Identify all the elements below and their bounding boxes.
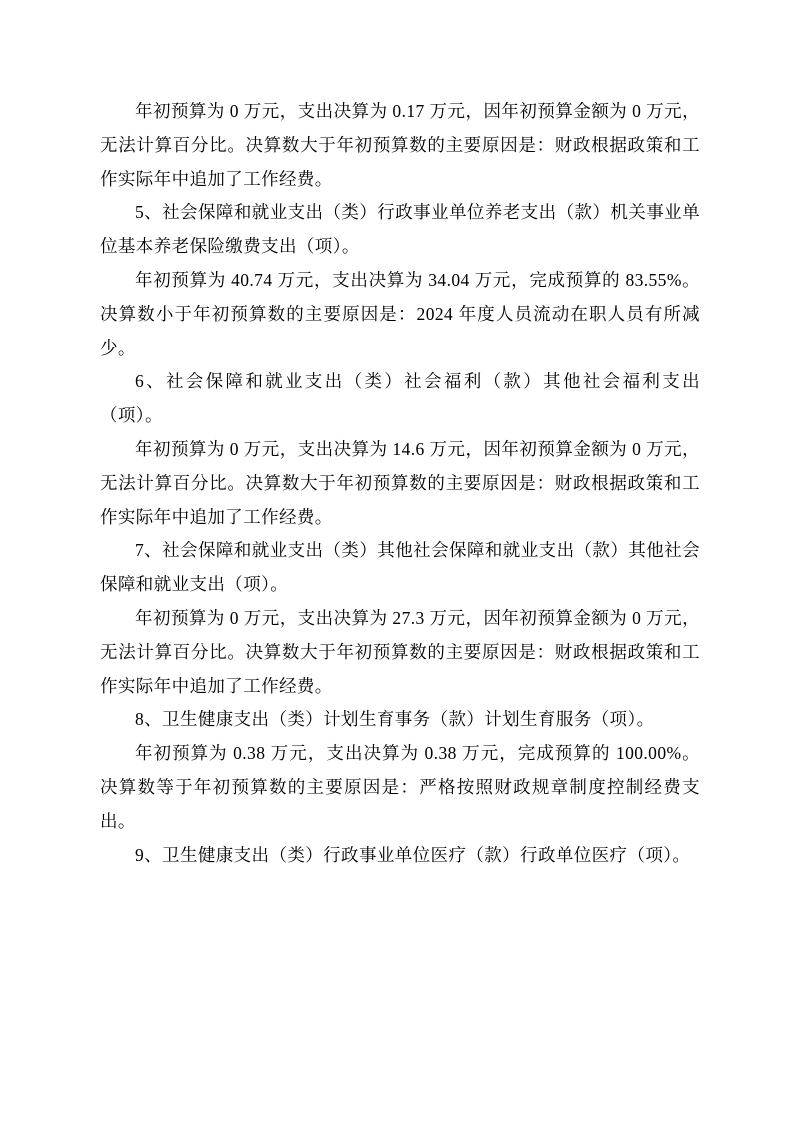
paragraph-8: 8、卫生健康支出（类）计划生育事务（款）计划生育服务（项）。 [135, 709, 655, 730]
paragraph-2: 5、社会保障和就业支出（类）行政事业单位养老支出（款）机关事业单位基本养老保险缴费支出（项）。 [100, 202, 700, 257]
paragraph-10: 9、卫生健康支出（类）行政事业单位医疗（款）行政单位医疗（项）。 [135, 844, 691, 865]
paragraph-4: 6、社会保障和就业支出（类）社会福利（款）其他社会福利支出（项）。 [100, 371, 700, 426]
paragraph-7: 年初预算为 0 万元，支出决算为 27.3 万元，因年初预算金额为 0 万元，无法计算百分比。决算数大于年初预算数的主要原因是：财政根据政策和工作实际年中追加了工作经费。 [100, 607, 700, 696]
paragraph-6: 7、社会保障和就业支出（类）其他社会保障和就业支出（款）其他社会保障和就业支出（项）。 [100, 540, 700, 595]
paragraph-9: 年初预算为 0.38 万元，支出决算为 0.38 万元，完成预算的 100.00%。决算数等于年初预算数的主要原因是：严格按照财政规章制度控制经费支出。 [100, 743, 700, 831]
paragraph-1: 年初预算为 0 万元，支出决算为 0.17 万元，因年初预算金额为 0 万元，无法计算百分比。决算数大于年初预算数的主要原因是：财政根据政策和工作实际年中追加了工作经费。 [100, 101, 700, 189]
document-body [100, 95, 700, 872]
paragraph-3: 年初预算为 40.74 万元，支出决算为 34.04 万元，完成预算的 83.55%。决算数小于年初预算数的主要原因是：2024 年度人员流动在职人员有所减少。 [100, 269, 700, 358]
paragraph-5: 年初预算为 0 万元，支出决算为 14.6 万元，因年初预算金额为 0 万元，无法计算百分比。决算数大于年初预算数的主要原因是：财政根据政策和工作实际年中追加了工作经费。 [100, 438, 700, 527]
